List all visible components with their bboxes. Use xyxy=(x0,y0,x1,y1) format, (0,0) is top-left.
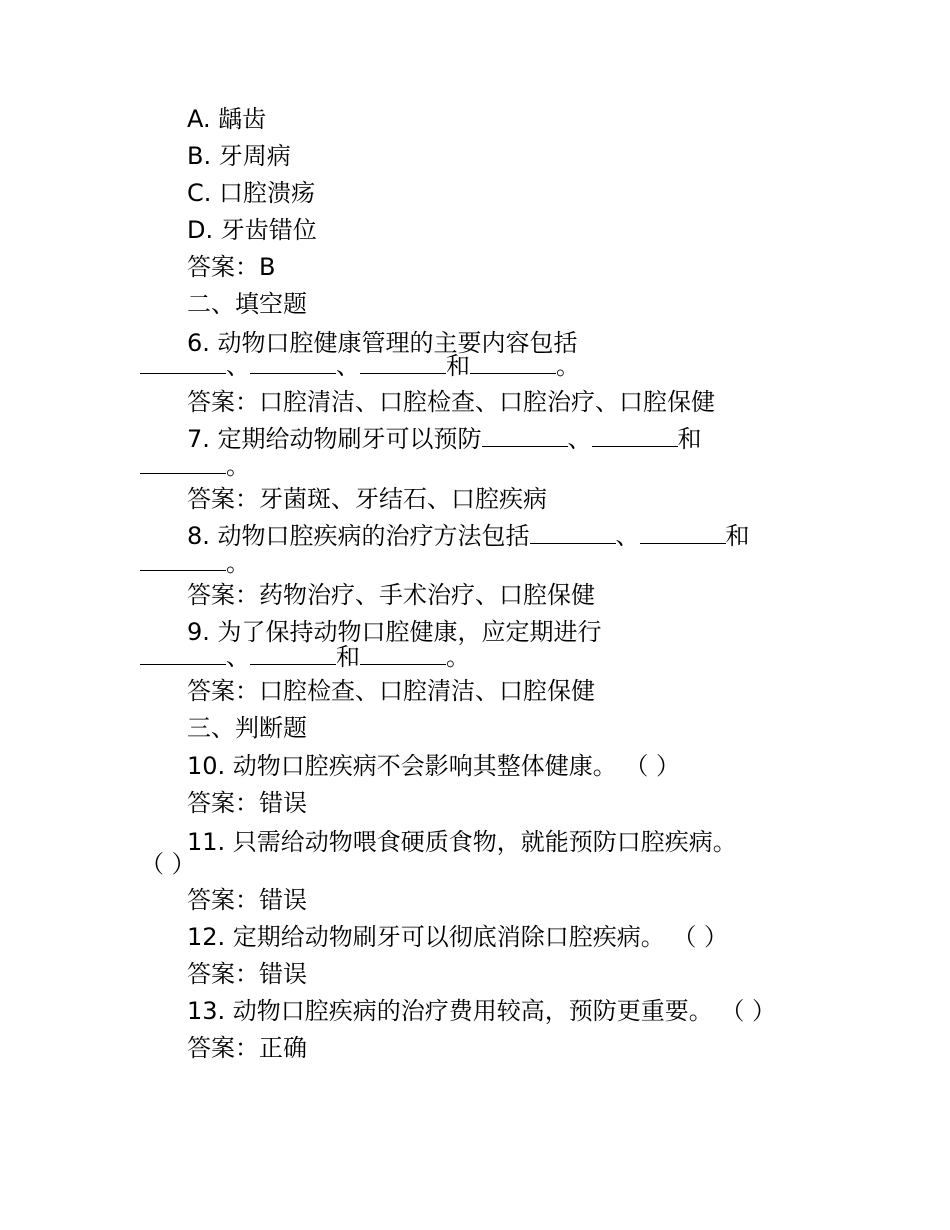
period: 。 xyxy=(226,452,250,480)
blank xyxy=(140,451,226,474)
separator: 、 xyxy=(226,352,250,380)
blank xyxy=(140,351,226,374)
answer-6: 答案：口腔清洁、口腔检查、口腔治疗、口腔保健 xyxy=(187,388,715,416)
answer-11: 答案：错误 xyxy=(187,886,307,914)
answer-13: 答案：正确 xyxy=(187,1034,307,1062)
separator: 、 xyxy=(226,643,250,671)
question-12: 12. 定期给动物刷牙可以彻底消除口腔疾病。 （ ） xyxy=(187,923,729,951)
period: 。 xyxy=(556,352,580,380)
question-text: 8. 动物口腔疾病的治疗方法包括 xyxy=(187,522,530,550)
blank xyxy=(250,642,336,665)
blank xyxy=(640,521,726,544)
blank xyxy=(482,424,568,447)
conjunction: 和 xyxy=(725,522,750,550)
question-10: 10. 动物口腔疾病不会影响其整体健康。 （ ） xyxy=(187,752,681,780)
section-heading-true-false: 三、判断题 xyxy=(187,714,307,742)
blank xyxy=(530,521,616,544)
answer-8: 答案：药物治疗、手术治疗、口腔保健 xyxy=(187,581,595,609)
question-9-blanks xyxy=(140,642,470,672)
question-9-stem: 9. 为了保持动物口腔健康，应定期进行 xyxy=(187,618,602,646)
question-11: 11. 只需给动物喂食硬质食物，就能预防口腔疾病。 xyxy=(187,828,737,856)
option-d: D. 牙齿错位 xyxy=(187,216,317,244)
separator: 、 xyxy=(336,352,360,380)
period: 。 xyxy=(446,643,470,671)
answer-9: 答案：口腔检查、口腔清洁、口腔保健 xyxy=(187,677,595,705)
answer-12: 答案：错误 xyxy=(187,960,307,988)
section-heading-fill-in: 二、填空题 xyxy=(187,290,307,318)
conjunction: 和 xyxy=(677,425,702,453)
question-6-blanks xyxy=(140,351,580,381)
answer-10: 答案：错误 xyxy=(187,789,307,817)
separator: 、 xyxy=(615,522,640,550)
option-c: C. 口腔溃疡 xyxy=(187,179,316,207)
conjunction: 和 xyxy=(336,643,360,671)
question-13: 13. 动物口腔疾病的治疗费用较高，预防更重要。 （ ） xyxy=(187,997,777,1025)
question-8-stem xyxy=(187,521,750,551)
blank xyxy=(360,642,446,665)
blank xyxy=(360,351,446,374)
separator: 、 xyxy=(567,425,592,453)
blank xyxy=(140,642,226,665)
option-b: B. 牙周病 xyxy=(187,142,291,170)
blank xyxy=(592,424,678,447)
question-7-continuation xyxy=(140,451,250,481)
blank xyxy=(140,548,226,571)
question-6-stem: 6. 动物口腔健康管理的主要内容包括 xyxy=(187,329,578,357)
option-a: A. 龋齿 xyxy=(187,105,267,133)
question-7-stem xyxy=(187,424,702,454)
blank xyxy=(250,351,336,374)
question-8-continuation xyxy=(140,548,250,578)
answer-7: 答案：牙菌斑、牙结石、口腔疾病 xyxy=(187,485,547,513)
answer-5: 答案：B xyxy=(187,253,276,281)
conjunction: 和 xyxy=(446,352,470,380)
question-text: 7. 定期给动物刷牙可以预防 xyxy=(187,425,482,453)
period: 。 xyxy=(226,549,250,577)
blank xyxy=(470,351,556,374)
question-11-paren: （ ） xyxy=(140,850,196,878)
